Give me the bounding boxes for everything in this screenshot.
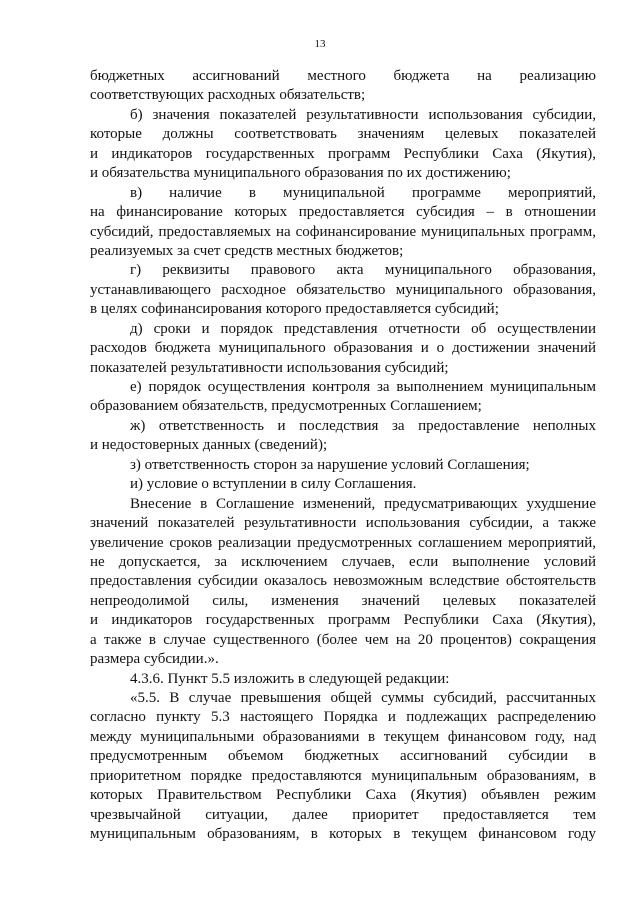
- text-line: размера субсидии.».: [90, 651, 219, 668]
- text-line: предусмотренным объемом бюджетных ассигнований субсидии в: [90, 748, 596, 765]
- document-body: [90, 67, 596, 845]
- text-line: в) наличие в муниципальной программе мероприятий,: [130, 184, 596, 201]
- text-line: ж) ответственность и последствия за предоставление неполных: [130, 417, 596, 434]
- text-line: приоритетном порядке предоставляются муниципальным образованиям, в: [90, 767, 596, 784]
- text-line: непреодолимой силы, изменения значений целевых показателей: [90, 592, 596, 609]
- text-line: и обязательства муниципального образования по их достижению;: [90, 165, 511, 182]
- text-line: а также в случае существенного (более чем на 20 процентов) сокращения: [90, 631, 596, 648]
- text-line: на финансирование которых предоставляется субсидия – в отношении: [90, 204, 596, 221]
- text-line: и недостоверных данных (сведений);: [90, 437, 328, 454]
- text-line: значений показателей результативности использования субсидии, а также: [90, 515, 596, 532]
- text-line: расходов бюджета муниципального образования и о достижении значений: [90, 340, 596, 357]
- page-number: 13: [314, 38, 326, 50]
- text-line: предоставления субсидии оказалось невозможным вследствие обстоятельств: [90, 573, 596, 590]
- text-line: субсидий, предоставляемых на софинансирование муниципальных программ,: [90, 223, 596, 240]
- text-line: не допускается, за исключением случаев, если выполнение условий: [90, 553, 596, 570]
- text-line: е) порядок осуществления контроля за выполнением муниципальным: [130, 379, 596, 395]
- text-line: Внесение в Соглашение изменений, предусматривающих ухудшение: [130, 495, 596, 512]
- text-line: увеличение сроков реализации предусмотренных соглашением мероприятий,: [90, 534, 596, 551]
- text-line: реализуемых за счет средств местных бюджетов;: [90, 242, 404, 259]
- text-line: г) реквизиты правового акта муниципального образования,: [130, 262, 596, 279]
- text-line: бюджетных ассигнований местного бюджета на реализацию: [90, 68, 596, 84]
- text-line: которых Правительством Республики Саха (Якутия) объявлен режим: [90, 787, 596, 804]
- text-line: и индикаторов государственных программ Республики Саха (Якутия),: [90, 612, 596, 629]
- text-line: б) значения показателей результативности использования субсидии,: [130, 106, 596, 123]
- text-line: «5.5. В случае превышения общей суммы субсидий, рассчитанных: [130, 690, 596, 706]
- text-line: муниципальным образованиям, в которых в текущем финансовом году: [90, 826, 596, 843]
- text-line: показателей результативности использования субсидий;: [90, 359, 449, 376]
- text-line: 4.3.6. Пункт 5.5 изложить в следующей редакции:: [130, 670, 450, 687]
- text-line: между муниципальными образованиями в текущем финансовом году, над: [90, 728, 596, 745]
- text-line: чрезвычайной ситуации, далее приоритет предоставляется тем: [90, 806, 596, 823]
- text-line: и индикаторов государственных программ Республики Саха (Якутия),: [90, 145, 596, 162]
- text-line: согласно пункту 5.3 настоящего Порядка и подлежащих распределению: [90, 709, 596, 726]
- text-line: д) сроки и порядок представления отчетности об осуществлении: [130, 320, 596, 337]
- text-line: соответствующих расходных обязательств;: [90, 87, 366, 104]
- text-line: и) условие о вступлении в силу Соглашения.: [130, 476, 417, 493]
- text-line: которые должны соответствовать значениям целевых показателей: [90, 126, 596, 143]
- text-line: в целях софинансирования которого предоставляется субсидий;: [90, 301, 499, 318]
- text-line: образованием обязательств, предусмотренных Соглашением;: [90, 398, 482, 415]
- text-line: з) ответственность сторон за нарушение условий Соглашения;: [130, 456, 530, 473]
- text-line: устанавливающего расходное обязательство муниципального образования,: [90, 281, 596, 298]
